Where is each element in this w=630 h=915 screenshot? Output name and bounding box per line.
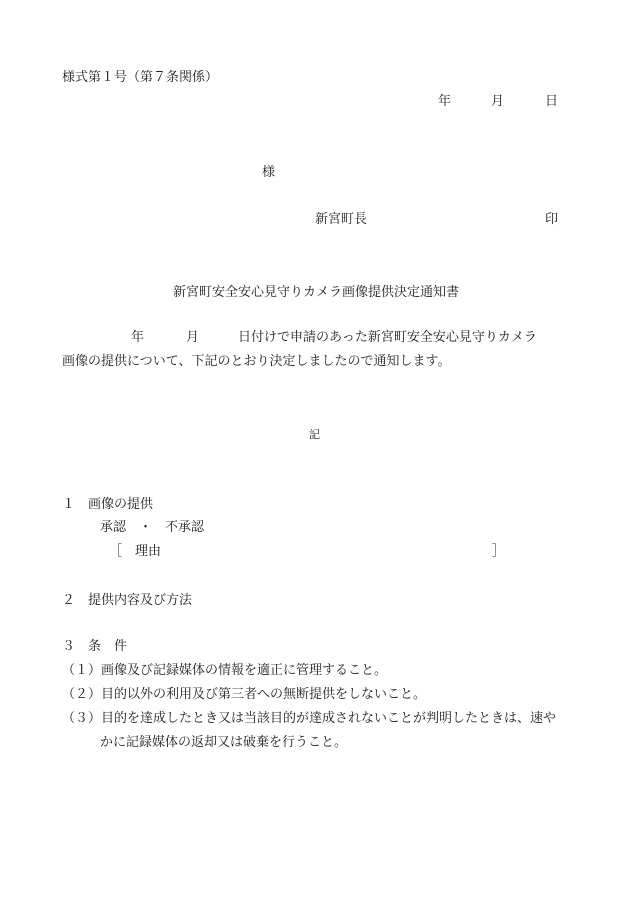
form-label: 様式第１号（第７条関係） xyxy=(62,70,219,85)
ki-mark: 記 xyxy=(309,428,320,441)
condition-item: （３）目的を達成したとき又は当該目的が達成されないことが判明したときは、速や xyxy=(62,711,557,726)
condition-item-continuation: かに記録媒体の返却又は破棄を行うこと。 xyxy=(100,735,348,750)
section1-heading: １ 画像の提供 xyxy=(62,497,154,512)
addressee-suffix: 様 xyxy=(262,165,276,180)
reason-close: ］ xyxy=(492,544,506,559)
date-month-label: 月 xyxy=(491,94,505,109)
intro-year-label: 年 xyxy=(131,330,145,345)
document-title: 新宮町安全安心見守りカメラ画像提供決定通知書 xyxy=(173,285,460,300)
condition-item: （１）画像及び記録媒体の情報を適正に管理すること。 xyxy=(62,663,388,678)
section2-heading: ２ 提供内容及び方法 xyxy=(62,593,193,608)
reason-open: ［ 理由 xyxy=(109,544,162,559)
section3-heading: ３ 条 件 xyxy=(62,639,128,654)
date-year-label: 年 xyxy=(438,94,452,109)
sender-title: 新宮町長 xyxy=(315,212,368,227)
seal-mark: 印 xyxy=(545,212,559,227)
condition-item: （２）目的以外の利用及び第三者への無断提供をしないこと。 xyxy=(62,687,427,702)
intro-month-label: 月 xyxy=(186,330,200,345)
approval-choice: 承認 ・ 不承認 xyxy=(100,520,205,535)
date-day-label: 日 xyxy=(545,94,559,109)
intro-line2: 画像の提供について、下記のとおり決定しましたので通知します。 xyxy=(62,354,451,369)
intro-line1: 日付けで申請のあった新宮町安全安心見守りカメラ xyxy=(238,330,537,345)
